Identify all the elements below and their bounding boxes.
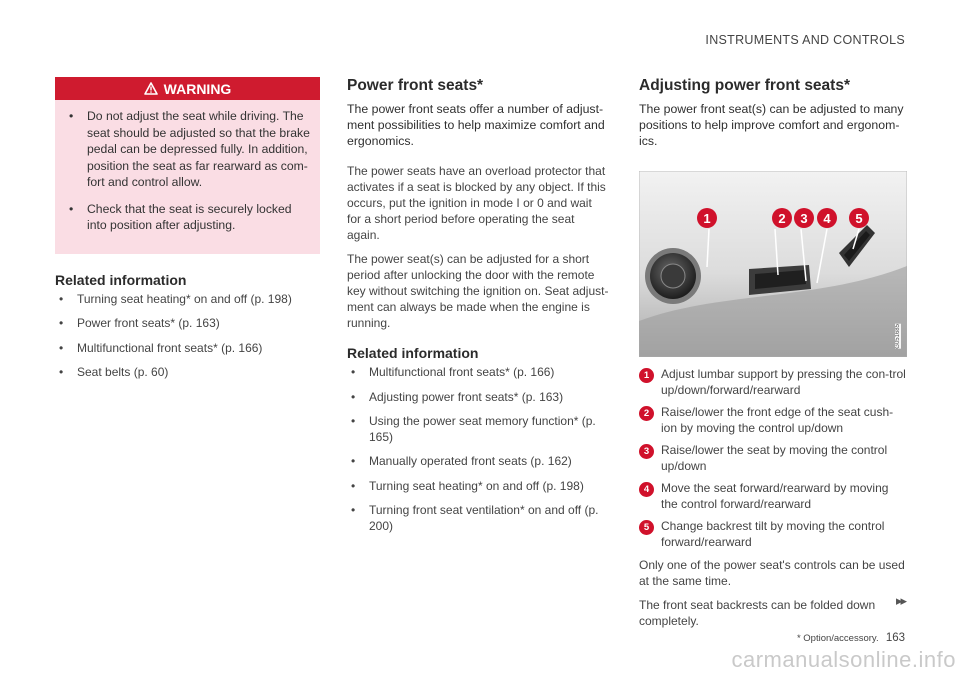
warning-triangle-icon (144, 82, 158, 95)
image-code: G051685 (895, 324, 901, 349)
control-text: Move the seat forward/rearward by moving the control forward/rearward (661, 481, 889, 511)
related-link[interactable]: • Turning seat heating* on and off (p. 198) (55, 292, 320, 308)
warning-item: • Check that the seat is securely locked into position after adjusting. (65, 201, 310, 234)
related-link[interactable]: • Multifunctional front seats* (p. 166) (55, 341, 320, 357)
related-link[interactable]: • Adjusting power front seats* (p. 163) (347, 390, 609, 406)
related-link[interactable]: • Using the power seat memory function* (p. 165) (347, 414, 609, 445)
control-text: Raise/lower the seat by moving the control up/down (661, 443, 888, 473)
warning-list (55, 100, 320, 234)
number-badge: 5 (639, 520, 654, 535)
seat-controls-illustration (639, 171, 907, 357)
control-text: Adjust lumbar support by pressing the con-trol up/down/forward/rearward (661, 367, 906, 397)
callout-4: 4 (817, 208, 837, 228)
section-header: INSTRUMENTS AND CONTROLS (705, 33, 905, 47)
watermark: carmanualsonline.info (731, 647, 956, 672)
related-link[interactable]: • Turning front seat ventilation* on and off (p. 200) (347, 503, 609, 534)
column-right (639, 77, 907, 637)
control-item (639, 481, 907, 512)
warning-title: WARNING (163, 80, 232, 97)
single-control-note: Only one of the power seat's controls can be used at the same time. (639, 558, 905, 588)
adjusting-heading: Adjusting power front seats* (639, 77, 850, 94)
control-text: Raise/lower the front edge of the seat cush-ion by moving the control up/down (661, 405, 894, 435)
remote-key-paragraph: The power seat(s) can be adjusted for a short period after unlocking the door with the remote key without switching the ignition on. Seat adjust-ment can always be made when the engine is running. (347, 252, 609, 330)
related-list (347, 365, 609, 534)
related-link[interactable]: • Turning seat heating* on and off (p. 198) (347, 479, 609, 495)
page-footer (797, 632, 905, 644)
backrest-fold-note: The front seat backrests can be folded down completely. (639, 598, 876, 628)
page-number: 163 (885, 632, 905, 644)
callout-2: 2 (772, 208, 792, 228)
control-item (639, 443, 907, 474)
related-heading: Related information (347, 345, 479, 361)
callout-1: 1 (697, 208, 717, 228)
related-heading: Related information (55, 271, 187, 288)
warning-header (55, 77, 320, 100)
column-middle (347, 77, 609, 543)
footnote: * Option/accessory. (796, 633, 879, 644)
related-link[interactable]: • Seat belts (p. 60) (55, 365, 320, 381)
control-text: Change backrest tilt by moving the control forward/rearward (661, 519, 885, 549)
power-seats-intro: The power front seats offer a number of adjust-ment possibilities to help maximize comfort and ergonomics. (347, 102, 605, 148)
number-badge: 3 (639, 444, 654, 459)
continue-marker: ▸▸ (895, 593, 905, 608)
number-badge: 1 (639, 368, 654, 383)
callout-3: 3 (794, 208, 814, 228)
overload-paragraph: The power seats have an overload protector that activates if a seat is blocked by any object. If this occurs, put the ignition in mode I or 0 and wait for a short period before operating the seat again. (347, 164, 606, 242)
related-link[interactable]: • Multifunctional front seats* (p. 166) (347, 365, 609, 381)
control-item (639, 405, 907, 436)
number-badge: 4 (639, 482, 654, 497)
related-link[interactable]: • Manually operated front seats (p. 162) (347, 454, 609, 470)
adjusting-intro: The power front seat(s) can be adjusted to many positions to help improve comfort and ergonom-ics. (639, 102, 904, 148)
column-left (55, 77, 320, 390)
related-list (55, 292, 320, 381)
related-link[interactable]: • Power front seats* (p. 163) (55, 316, 320, 332)
seat-controls-image (639, 171, 907, 357)
control-item (639, 519, 907, 550)
warning-box (55, 77, 320, 254)
callout-5: 5 (849, 208, 869, 228)
number-badge: 2 (639, 406, 654, 421)
warning-item: • Do not adjust the seat while driving. The seat should be adjusted so that the brake pedal can be depressed fully. In addition, position the seat as far rearward as com-fort and control allow. (65, 108, 310, 191)
power-seats-heading: Power front seats* (347, 77, 484, 94)
control-item (639, 367, 907, 398)
